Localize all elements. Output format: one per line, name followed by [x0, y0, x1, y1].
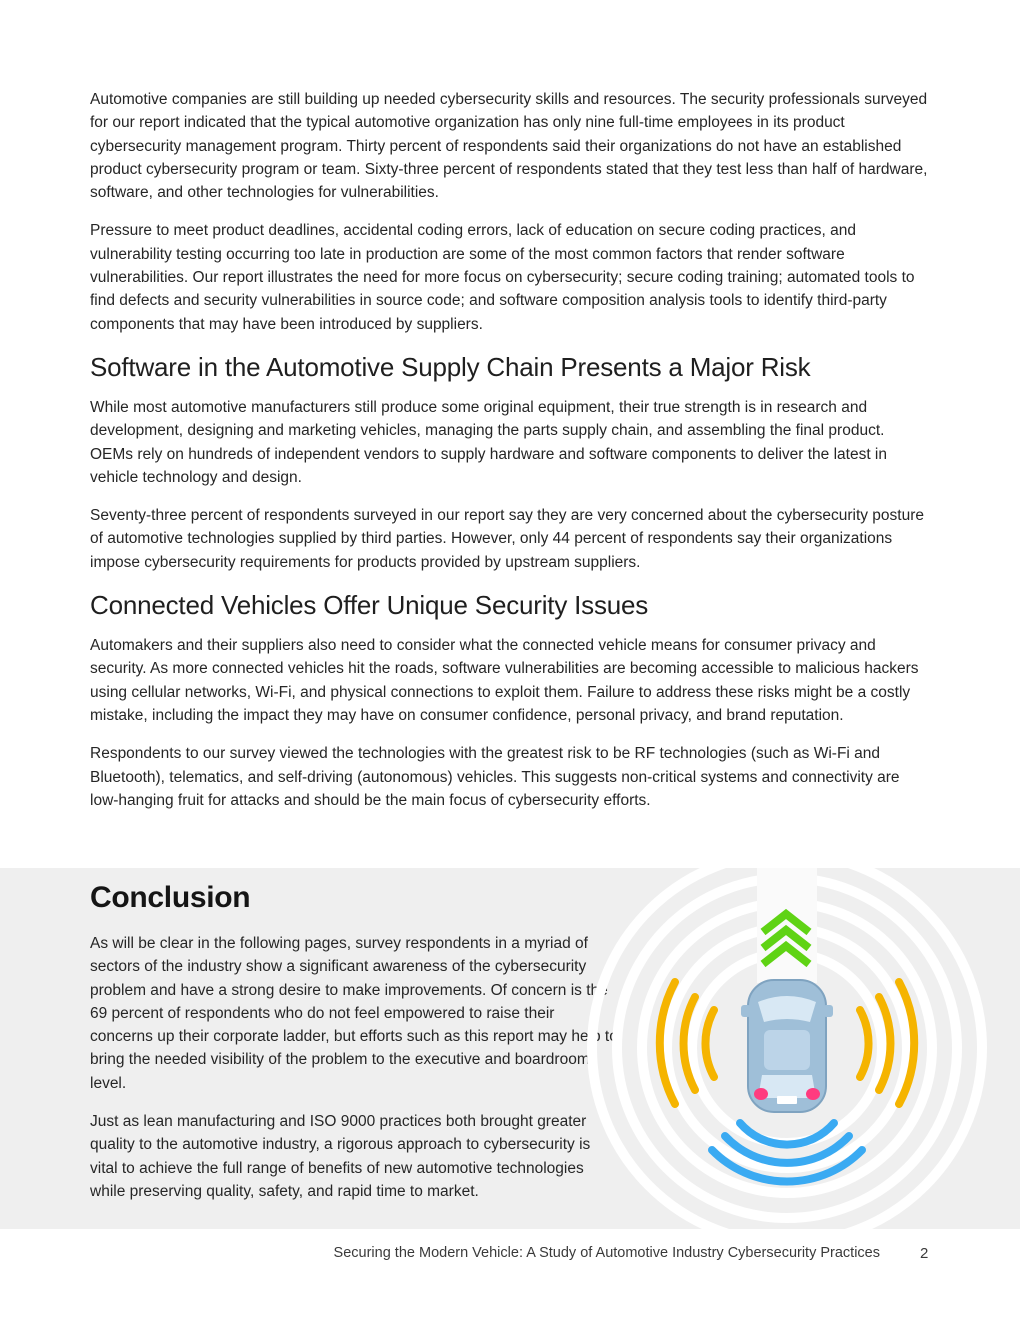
body-paragraph-1: Automotive companies are still building up needed cybersecurity skills and resources. The security professionals surveyed for our report indicated that the typical automotive organization has only nine full-time employees in its product cybersecurity management program. Thirty percent of respondents said their organizations do not have an established product cybersecurity program or team. Sixty-three percent of respondents stated that they test less than half of hardware, software, and other technologies for vulnerabilities. — [90, 91, 928, 202]
supply-chain-paragraph-2: Seventy-three percent of respondents surveyed in our report say they are very concerned about the cybersecurity posture of automotive technologies supplied by third parties. However, only 44 percent of respondents say their organizations impose cybersecurity requirements for products provided by upstream suppliers. — [90, 507, 925, 571]
conclusion-paragraph-1: As will be clear in the following pages, survey respondents in a myriad of sectors of the industry show a significant awareness of the cybersecurity problem and have a strong desire to make improvements. Of concern is the 69 percent of respondents who do not feel empowered to raise their concerns up their corporate ladder, but efforts such as this report may help to bring the needed visibility of the problem to the executive and boardroom level. — [90, 935, 618, 1092]
car-icon — [741, 980, 833, 1112]
page-footer — [0, 1245, 1020, 1269]
connected-paragraph-2: Respondents to our survey viewed the technologies with the greatest risk to be RF technologies (such as Wi-Fi and Bluetooth), telematics, and self-driving (autonomous) vehicles. This suggests non-critical systems and connectivity are low-hanging fruit for attacks and should be the main focus of cybersecurity efforts. — [90, 745, 900, 809]
connected-paragraph-1: Automakers and their suppliers also need to consider what the connected vehicle means for consumer privacy and security. As more connected vehicles hit the roads, software vulnerabilities are becoming accessible to malicious hackers using cellular networks, Wi-Fi, and physical connections to exploit them. Failure to address these risks might be a costly mistake, including the impact they may have on consumer confidence, personal privacy, and brand reputation. — [90, 637, 919, 724]
conclusion-text — [90, 868, 620, 1218]
body-paragraph-2: Pressure to meet product deadlines, accidental coding errors, lack of education on secure coding practices, and vulnerability testing occurring too late in production are some of the most common factors that render software vulnerabilities. Our report illustrates the need for more focus on cybersecurity; secure coding training; automated tools to find defects and security vulnerabilities in source code; and software composition analysis tools to identify third-party components that may have been introduced by suppliers. — [90, 222, 915, 333]
main-content — [90, 88, 930, 827]
footer-title: Securing the Modern Vehicle: A Study of Automotive Industry Cybersecurity Practices — [333, 1245, 880, 1261]
conclusion-paragraph-2: Just as lean manufacturing and ISO 9000 practices both brought greater quality to the automotive industry, a rigorous approach to cybersecurity is vital to achieve the full range of benefits of new automotive technologies while preserving quality, safety, and rapid time to market. — [90, 1113, 591, 1200]
page-number: 2 — [920, 1245, 929, 1262]
conclusion-section — [0, 868, 1020, 1229]
conclusion-heading: Conclusion — [90, 881, 251, 914]
connected-car-icon — [580, 868, 1000, 1229]
supply-chain-heading: Software in the Automotive Supply Chain Presents a Major Risk — [90, 351, 811, 382]
connected-vehicles-heading: Connected Vehicles Offer Unique Security Issues — [90, 590, 649, 621]
supply-chain-paragraph-1: While most automotive manufacturers still produce some original equipment, their true strength is in research and development, designing and marketing vehicles, managing the parts supply chain, and assembling the final product. OEMs rely on hundreds of independent vendors to supply hardware and software components to deliver the latest in vehicle technology and design. — [90, 398, 887, 486]
